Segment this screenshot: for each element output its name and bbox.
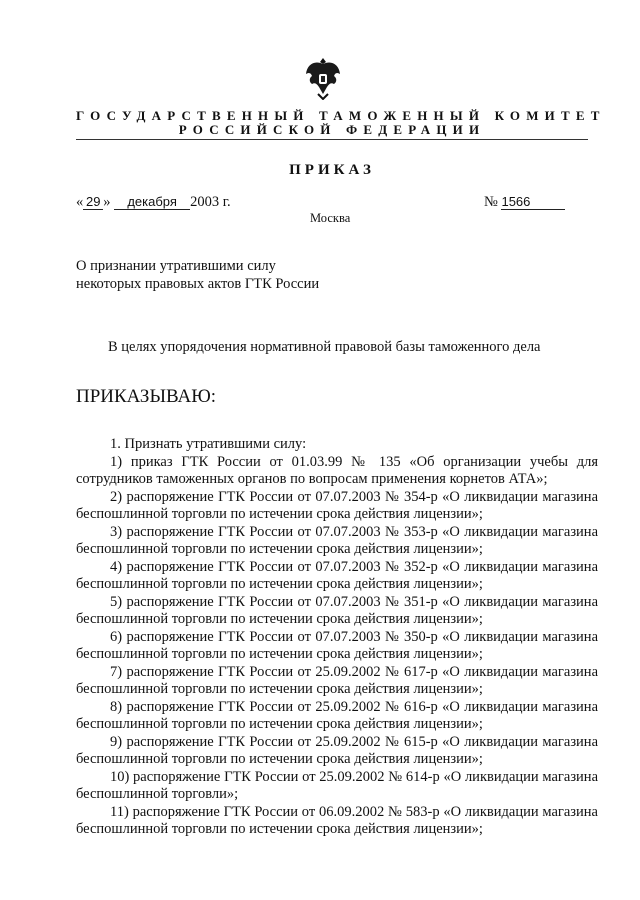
- organization-country: РОССИЙСКОЙ ФЕДЕРАЦИИ: [178, 122, 486, 137]
- clause-1: [76, 436, 598, 839]
- document-number: [484, 194, 565, 211]
- preamble: В целях упорядочения нормативной правовой базы таможенного дела: [108, 339, 541, 355]
- organization-name: ГОСУДАРСТВЕННЫЙ ТАМОЖЕННЫЙ КОМИТЕТ: [76, 108, 606, 123]
- list-item: 10) распоряжение ГТК России от 25.09.2002 № 614-р «О ликвидации магазина беспошлинной торговли»;: [76, 768, 598, 802]
- subject-line: О признании утратившими силу: [76, 258, 276, 274]
- list-item: 3) распоряжение ГТК России от 07.07.2003 № 353-р «О ликвидации магазина беспошлинной торговли по истечении срока действия лицензии»;: [76, 523, 598, 557]
- date-month: декабря: [114, 194, 190, 210]
- order-word: ПРИКАЗЫВАЮ:: [76, 386, 217, 407]
- list-item: 7) распоряжение ГТК России от 25.09.2002 № 617-р «О ликвидации магазина беспошлинной торговли по истечении срока действия лицензии»;: [76, 663, 598, 697]
- document-date: [76, 194, 231, 211]
- list-item: 4) распоряжение ГТК России от 07.07.2003 № 352-р «О ликвидации магазина беспошлинной торговли по истечении срока действия лицензии»;: [76, 558, 598, 592]
- date-day: 29: [83, 194, 103, 210]
- number-value: 1566: [501, 194, 565, 210]
- list-item: 8) распоряжение ГТК России от 25.09.2002 № 616-р «О ликвидации магазина беспошлинной торговли по истечении срока действия лицензии»;: [76, 698, 598, 732]
- list-item: 5) распоряжение ГТК России от 07.07.2003 № 351-р «О ликвидации магазина беспошлинной торговли по истечении срока действия лицензии»;: [76, 593, 598, 627]
- number-label: №: [484, 194, 498, 210]
- document-type: ПРИКАЗ: [289, 162, 375, 178]
- header-divider: [76, 139, 588, 140]
- clause-heading: 1. Признать утратившими силу:: [110, 436, 307, 452]
- date-year: 2003 г.: [190, 194, 231, 210]
- coat-of-arms-icon: [303, 54, 343, 100]
- subject-line: некоторых правовых актов ГТК России: [76, 276, 320, 292]
- date-open-quote: «: [76, 194, 84, 210]
- document-subject: [76, 257, 319, 293]
- list-item: 2) распоряжение ГТК России от 07.07.2003 № 354-р «О ликвидации магазина беспошлинной торговли по истечении срока действия лицензии»;: [76, 488, 598, 522]
- list-item: 11) распоряжение ГТК России от 06.09.2002 № 583-р «О ликвидации магазина беспошлинной торговли по истечении срока действия лицензии»;: [76, 803, 598, 837]
- list-item: 6) распоряжение ГТК России от 07.07.2003 № 350-р «О ликвидации магазина беспошлинной торговли по истечении срока действия лицензии»;: [76, 628, 598, 662]
- list-item: 9) распоряжение ГТК России от 25.09.2002 № 615-р «О ликвидации магазина беспошлинной торговли по истечении срока действия лицензии»;: [76, 733, 598, 767]
- date-close-quote: »: [103, 194, 111, 210]
- list-item: 1) приказ ГТК России от 01.03.99 № 135 «Об организации учебы для сотрудников таможенных органов по вопросам применения корнетов АТА»;: [76, 453, 598, 487]
- city: Москва: [310, 211, 351, 225]
